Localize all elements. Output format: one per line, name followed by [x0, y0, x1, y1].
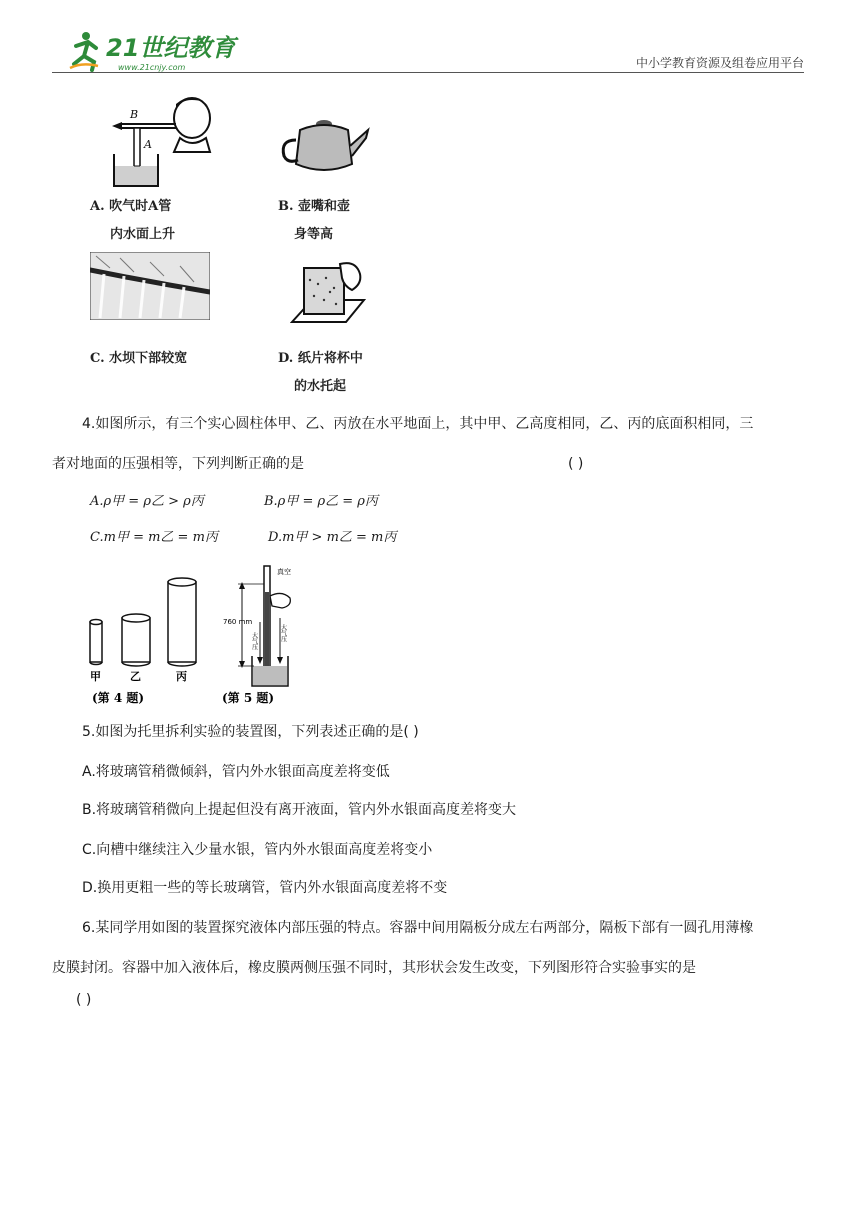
q6-answer-blank: ( ): [76, 992, 92, 1008]
svg-text:(第 4 题): (第 4 题): [92, 691, 145, 705]
cylinder-yi: [122, 614, 150, 666]
page-header: [52, 28, 804, 74]
svg-text:甲: 甲: [90, 670, 101, 683]
svg-text:(第 5 题): (第 5 题): [222, 691, 275, 705]
svg-text:21世纪教育: 21世纪教育: [106, 34, 236, 62]
svg-text:760 mm: 760 mm: [223, 618, 253, 626]
caption-c: C. 水坝下部较宽: [90, 351, 188, 366]
q4-option-b: B.ρ甲 = ρ乙 = ρ丙: [264, 494, 378, 509]
q4-option-d: D.m甲 > m乙 = m丙: [268, 530, 397, 545]
q5-stem: 5.如图为托里拆利实验的装置图，下列表述正确的是( ): [82, 724, 419, 740]
q4-option-a: A.ρ甲 = ρ乙 > ρ丙: [90, 494, 204, 509]
platform-name: 中小学教育资源及组卷应用平台: [635, 56, 804, 70]
q3-figure: [90, 92, 390, 402]
caption-b-line1: B. 壶嘴和壶: [278, 199, 351, 214]
svg-text:大气压: 大气压: [250, 632, 258, 650]
svg-text:A: A: [144, 138, 152, 151]
q4-stem-line1: 4.如图所示，有三个实心圆柱体甲、乙、丙放在水平地面上，其中甲、乙高度相同，乙、丙的底面积相同，三: [82, 416, 754, 432]
q5-option-b: B.将玻璃管稍微向上提起但没有离开液面，管内外水银面高度差将变大: [82, 802, 517, 818]
svg-text:大气压: 大气压: [279, 624, 287, 642]
caption-d-line2: 的水托起: [294, 379, 347, 394]
figure-d-cup-paper-illustration: [290, 260, 370, 330]
q5-option-c: C.向槽中继续注入少量水银，管内外水银面高度差将变小: [82, 842, 433, 858]
caption-b-line2: 身等高: [294, 227, 334, 242]
q4-option-c: C.m甲 = m乙 = m丙: [90, 530, 218, 545]
site-logo: [62, 28, 242, 72]
svg-text:乙: 乙: [130, 670, 141, 683]
cylinder-bing: [168, 578, 196, 666]
svg-text:真空: 真空: [277, 568, 291, 576]
svg-text:B: B: [130, 108, 139, 121]
q6-stem-line2: 皮膜封闭。容器中加入液体后，橡皮膜两侧压强不同时，其形状会发生改变，下列图形符合实验事实的是: [52, 960, 696, 976]
header-divider: [52, 72, 804, 73]
caption-d-line1: D. 纸片将杯中: [278, 351, 363, 366]
q4-q5-figures: [84, 562, 304, 712]
svg-text:丙: 丙: [176, 670, 187, 683]
caption-a-line1: A. 吹气时A管: [90, 199, 172, 214]
q4-answer-blank: ( ): [568, 456, 584, 472]
caption-a-line2: 内水面上升: [110, 227, 176, 242]
figure-b-teapot-illustration: [278, 110, 370, 182]
q5-option-a: A.将玻璃管稍微倾斜，管内外水银面高度差将变低: [82, 764, 390, 780]
q6-stem-line1: 6.某同学用如图的装置探究液体内部压强的特点。容器中间用隔板分成左右两部分，隔板下部有一圆孔用薄橡: [82, 920, 754, 936]
figure-a-blowing-illustration: [100, 92, 220, 188]
cylinder-jia: [90, 620, 102, 665]
svg-text:www.21cnjy.com: www.21cnjy.com: [118, 63, 186, 72]
q4-stem-line2: 者对地面的压强相等，下列判断正确的是: [52, 456, 304, 472]
figure-c-dam-illustration: [90, 252, 210, 320]
q5-option-d: D.换用更粗一些的等长玻璃管，管内外水银面高度差将不变: [82, 880, 448, 896]
